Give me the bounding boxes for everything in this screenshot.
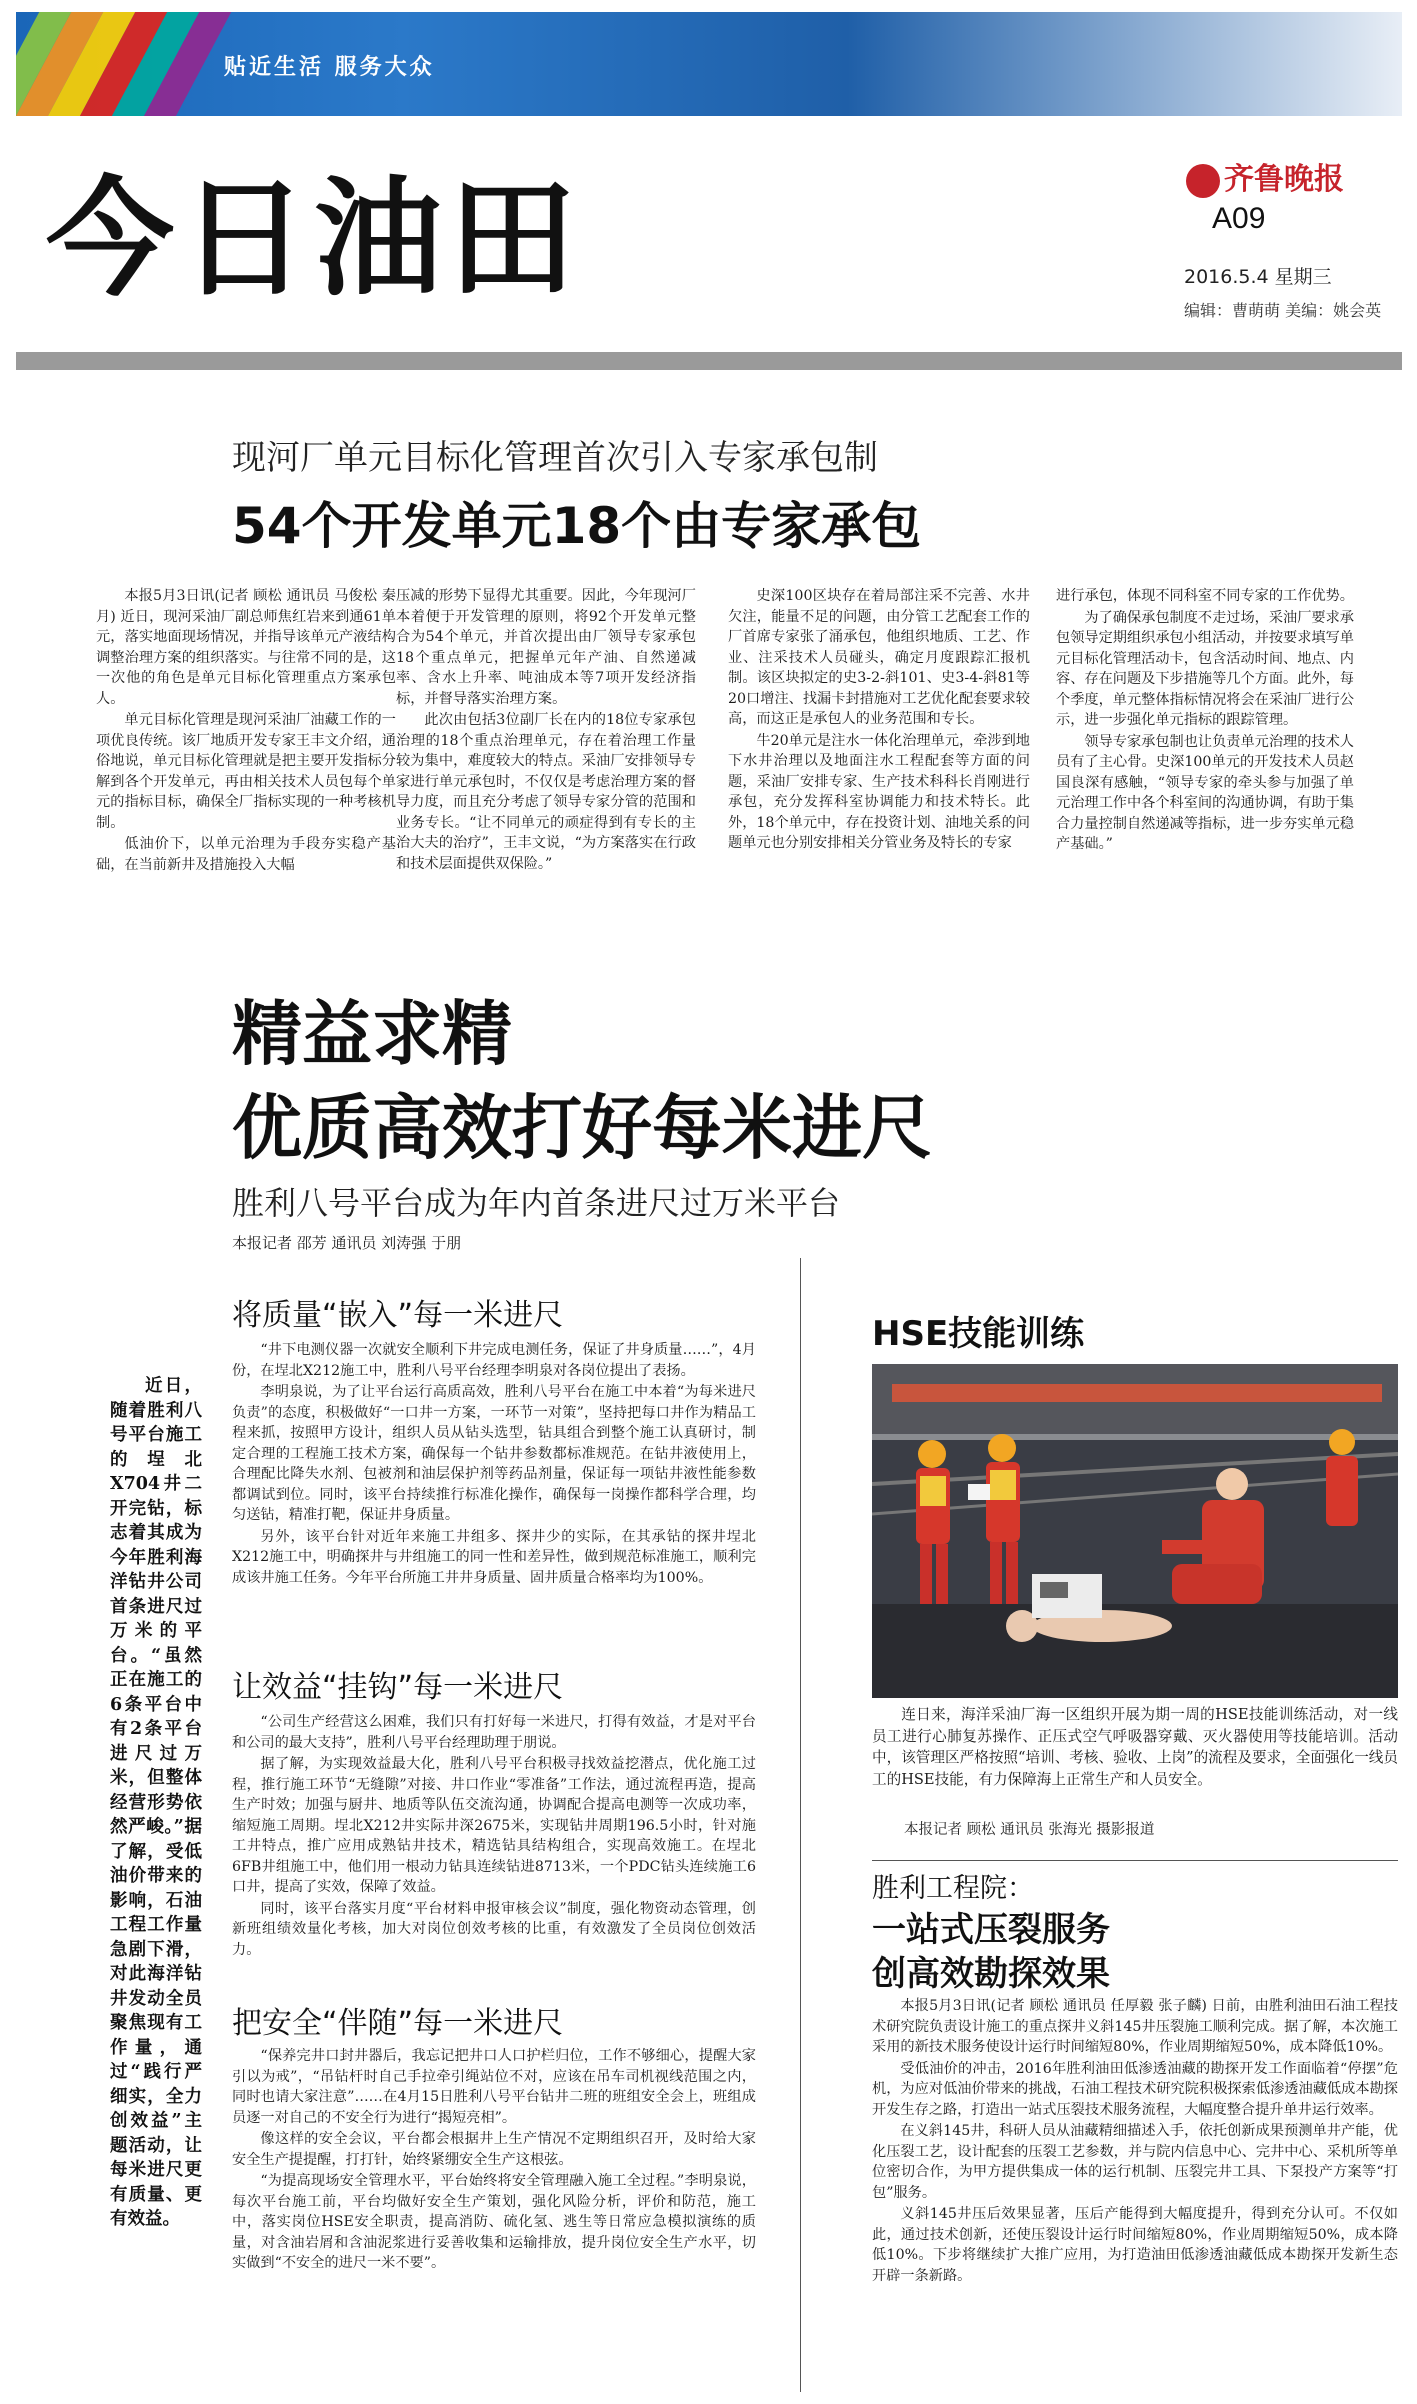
- article1-column: [396, 586, 696, 875]
- paragraph: 在义斜145井，科研人员从油藏精细描述入手，依托创新成果预测单井产能，优化压裂工艺，设计配套的压裂工艺参数，并与院内信息中心、完井中心、采机所等单位密切合作，为甲方提供集成一体的运行机制、压裂完井工具、下泵投产方案等“打包”服务。: [872, 2123, 1398, 2201]
- article2-lead: [110, 1374, 202, 2232]
- paragraph: “为提高现场安全管理水平，平台始终将安全管理融入施工全过程。”李明泉说，每次平台施工前，平台均做好安全生产策划，强化风险分析，评价和防范，施工中，落实岗位HSE安全职责，提高消防、硫化氢、逃生等日常应急模拟演练的质量，对含油岩屑和含油泥浆进行妥善收集和运输排放，提升岗位安全生产水平，切实做到“不安全的进尺一米不要”。: [232, 2173, 756, 2271]
- paper-logo: [1186, 154, 1344, 198]
- paragraph: “公司生产经营这么困难，我们只有打好每一米进尺，打得有效益，才是对平台和公司的最大支持”，胜利八号平台经理助理于朋说。: [232, 1714, 756, 1751]
- caption-text: 连日来，海洋采油厂海一区组织开展为期一周的HSE技能训练活动，对一线员工进行心肺复苏操作、正压式空气呼吸器穿戴、灭火器使用等技能培训。活动中，该管理区严格按照“培训、考核、验收、上岗”的流程及要求，全面强化一线员工的HSE技能，有力保障海上正常生产和人员安全。: [872, 1706, 1398, 1788]
- paragraph: 牛20单元是注水一体化治理单元，牵涉到地下水井治理以及地面注水工程配套等方面的问题，采油厂安排专家、生产技术科科长肖刚进行承包，充分发挥科室协调能力和技术特长。此外，18个单元中，存在投资计划、油地关系的问题单元也分别安排相关分管业务及特长的专家: [728, 732, 1030, 851]
- section-title: 今日油田: [46, 164, 583, 314]
- paragraph: “保养完井口封井器后，我忘记把井口人口护栏归位，工作不够细心，提醒大家引以为戒”，“吊钻杆时自己手拉牵引绳站位不对，应该在吊车司机视线范围之内，同时也请大家注意”……在4月15日胜利八号平台钻井二班的班组安全会上，班组成员逐一对自己的不安全行为进行“揭短亮相”。: [232, 2048, 756, 2126]
- paragraph: 压减的形势下显得尤其重要。因此，今年现河厂本着便于开发管理的原则，将92个开发单元整合为54个单元，并首次提出由厂领导专家承包18个重点单元，把握单元年产油、自然递减率、含水上升率、吨油成本等7项开发经济指标，并督导落实治理方案。: [396, 588, 696, 707]
- hse-caption: [872, 1704, 1398, 1790]
- article1-subtitle: 现河厂单元目标化管理首次引入专家承包制: [232, 438, 878, 478]
- hse-title: HSE技能训练: [872, 1314, 1085, 1354]
- article2-title-line1: 精益求精: [232, 992, 512, 1075]
- paragraph: 本报5月3日讯(记者 顾松 通讯员 马俊松 秦月) 近日，现河采油厂副总师焦红岩来到通61单元，落实地面现场情况，并指导该单元产液结构调整治理方案的组织落实。与往常不同的是，这一次他的角色是单元目标化管理重点方案承包人。: [96, 588, 396, 707]
- paragraph: 进行承包，体现不同科室不同专家的工作优势。: [1056, 588, 1354, 604]
- paragraph: 李明泉说，为了让平台运行高质高效，胜利八号平台在施工中本着“为每米进尺负责”的态度，积极做好“一口井一方案，一环节一对策”，坚持把每口井作为精品工程来抓，按照甲方设计，组织人员从钻头选型，钻具组合到整个施工认真研讨，制定合理的工程施工技术方案，确保每一个钻井参数都标准规范。在钻井液使用上，合理配比降失水剂、包被剂和油层保护剂等药品剂量，保证每一项钻井液性能参数都调试到位。同时，该平台持续推行标准化操作，确保每一岗操作都科学合理，均匀送钻，精准打靶，保证井身质量。: [232, 1384, 756, 1523]
- article1-column: [728, 586, 1030, 855]
- top-banner: [16, 12, 1402, 116]
- paragraph: 据了解，为实现效益最大化，胜利八号平台积极寻找效益挖潜点，优化施工过程，推行施工环节“无缝隙”对接、井口作业“零准备”工作法，通过流程再造，提高生产时效；加强与厨井、地质等队伍交流沟通，协调配合提高电测等一次成功率，缩短施工周期。埕北X212井实际井深2675米，实现钻井周期196.5小时，针对施工井特点，推广应用成熟钻井技术，精选钻具结构组合，实现高效施工。在埕北6FB井组施工中，他们用一根动力钻具连续钻进8713米，一个PDC钻头连续施工6口井，提高了实效，保障了效益。: [232, 1756, 756, 1895]
- masthead: [16, 140, 1402, 360]
- banner-slogan: 贴近生活 服务大众: [224, 55, 435, 80]
- masthead-divider: [16, 352, 1402, 370]
- paragraph: 另外，该平台针对近年来施工井组多、探井少的实际，在其承钻的探井埕北X212施工中，明确探井与井组施工的同一性和差异性，做到规范标准施工，顺利完成该井施工任务。今年平台所施工井井身质量、固井质量合格率均为100%。: [232, 1528, 756, 1586]
- section-divider: [872, 1860, 1398, 1861]
- article1-title: 54个开发单元18个由专家承包: [232, 497, 922, 555]
- paragraph: 受低油价的冲击，2016年胜利油田低渗透油藏的勘探开发工作面临着“停摆”危机，为应对低油价带来的挑战，石油工程技术研究院积极探索低渗透油藏低成本勘探开发生存之路，打造出一站式压裂技术服务流程，大幅度整合提升单井运行效率。: [872, 2060, 1398, 2118]
- article1-column: [1056, 586, 1354, 856]
- paragraph: 义斜145井压后效果显著，压后产能得到大幅度提升，得到充分认可。不仅如此，通过技术创新，还使压裂设计运行时间缩短80%，作业周期缩短50%，成本降低10%。下步将继续扩大推广应用，为打造油田低渗透油藏低成本勘探开发新生态开辟一条新路。: [872, 2206, 1398, 2284]
- article4-body: [872, 1996, 1398, 2287]
- paragraph: 同时，该平台落实月度“平台材料申报审核会议”制度，强化物资动态管理，创新班组绩效量化考核，加大对岗位创效考核的比重，有效激发了全员岗位创效活力。: [232, 1900, 756, 1958]
- section-heading: 将质量“嵌入”每一米进尺: [232, 1298, 564, 1333]
- paragraph: 领导专家承包制也让负责单元治理的技术人员有了主心骨。史深100单元的开发技术人员赵国良深有感触，“领导专家的牵头参与加强了单元治理工作中各个科室间的沟通协调，有助于集合力量控制自然递减等指标，进一步夯实单元稳产基础。”: [1056, 733, 1354, 852]
- hse-photo-illustration: [872, 1364, 1398, 1698]
- paragraph: 此次由包括3位副厂长在内的18位专家承包治理的18个重点治理单元，存在着治理工作量较为集中，难度较大的特点。采油厂安排领导专家进行单元承包时，不仅仅是考虑治理方案的督导力度，而且充分考虑了领导专家分管的范围和业务专长。“让不同单元的顽症得到有专长的主治大夫的治疗”，王丰文说，“为方案落实在行政和技术层面提供双保险。”: [396, 712, 696, 872]
- page-number: A09: [1212, 202, 1266, 235]
- paragraph: 为了确保承包制度不走过场，采油厂要求承包领导定期组织承包小组活动，并按要求填写单元目标化管理活动卡，包含活动时间、地点、内容、存在问题及下步措施等几个方面。此外，每个季度，单元整体指标情况将会在采油厂进行公示，进一步强化单元指标的跟踪管理。: [1056, 609, 1354, 728]
- article4-kicker: 胜利工程院：: [872, 1873, 1034, 1904]
- issue-date: 2016.5.4 星期三: [1184, 266, 1332, 288]
- lead-paragraph: 近日，随着胜利八号平台施工的埕北X704井二开完钻，标志着其成为今年胜利海洋钻井公司首条进尺过万米的平台。“虽然正在施工的6条平台中有2条平台进尺过万米，但整体经营形势依然严峻。”据了解，受低油价带来的影响，石油工程工作量急剧下滑，对此海洋钻井发动全员聚焦现有工作量，通过“践行严细实，全力创效益”主题活动，让每米进尺更有质量、更有效益。: [110, 1376, 202, 2229]
- article4-title-line2: 创高效勘探效果: [872, 1954, 1110, 1994]
- paragraph: 低油价下，以单元治理为手段夯实稳产基础，在当前新井及措施投入大幅: [96, 836, 396, 873]
- article2-subtitle: 胜利八号平台成为年内首条进尺过万米平台: [232, 1184, 841, 1222]
- section-heading: 把安全“伴随”每一米进尺: [232, 2006, 564, 2041]
- article1-column: [96, 586, 396, 876]
- article4-title-line1: 一站式压裂服务: [872, 1910, 1110, 1950]
- section-heading: 让效益“挂钩”每一米进尺: [232, 1670, 564, 1705]
- article2-byline: 本报记者 邵芳 通讯员 刘涛强 于朋: [232, 1234, 462, 1252]
- editors: 编辑：曹萌萌 美编：姚会英: [1184, 301, 1382, 320]
- paragraph: “井下电测仪器一次就安全顺利下井完成电测任务，保证了井身质量……”，4月份，在埕北X212施工中，胜利八号平台经理李明泉对各岗位提出了表扬。: [232, 1342, 756, 1379]
- paper-name: 齐鲁晚报: [1224, 162, 1344, 197]
- hse-photo: [872, 1364, 1398, 1698]
- paragraph: 单元目标化管理是现河采油厂油藏工作的一项优良传统。该厂地质开发专家王丰文介绍，通俗地说，单元目标化管理就是把主要开发指标分解到各个开发单元，再由相关技术人员包每个单元的指标目标，确保全厂指标实现的一种考核机制。: [96, 712, 396, 831]
- paragraph: 像这样的安全会议，平台都会根据井上生产情况不定期组织召开，及时给大家安全生产提提醒，打打针，始终紧绷安全生产这根弦。: [232, 2131, 756, 2168]
- hse-credit: 本报记者 顾松 通讯员 张海光 摄影报道: [904, 1822, 1155, 1838]
- seal-icon: [1186, 164, 1220, 198]
- section-body: [232, 2046, 756, 2275]
- section-body: [232, 1340, 756, 1589]
- paragraph: 史深100区块存在着局部注采不完善、水井欠注，能量不足的问题，由分管工艺配套工作的厂首席专家张了涌承包，他组织地质、工艺、作业、注采技术人员碰头，确定月度跟踪汇报机制。该区块拟定的史3-2-斜101、史3-4-斜81等20口增注、找漏卡封措施对工艺优化配套要求较高，而这正是承包人的业务范围和专长。: [728, 588, 1030, 727]
- section-body: [232, 1712, 756, 1961]
- paragraph: 本报5月3日讯(记者 顾松 通讯员 任厚毅 张子麟) 日前，由胜利油田石油工程技术研究院负责设计施工的重点探井义斜145井压裂施工顺利完成。据了解，本次施工采用的新技术服务使设计运行时间缩短80%，作业周期缩短50%，成本降低10%。: [872, 1998, 1398, 2055]
- article2-title-line2: 优质高效打好每米进尺: [232, 1086, 932, 1169]
- column-divider: [800, 1258, 801, 2392]
